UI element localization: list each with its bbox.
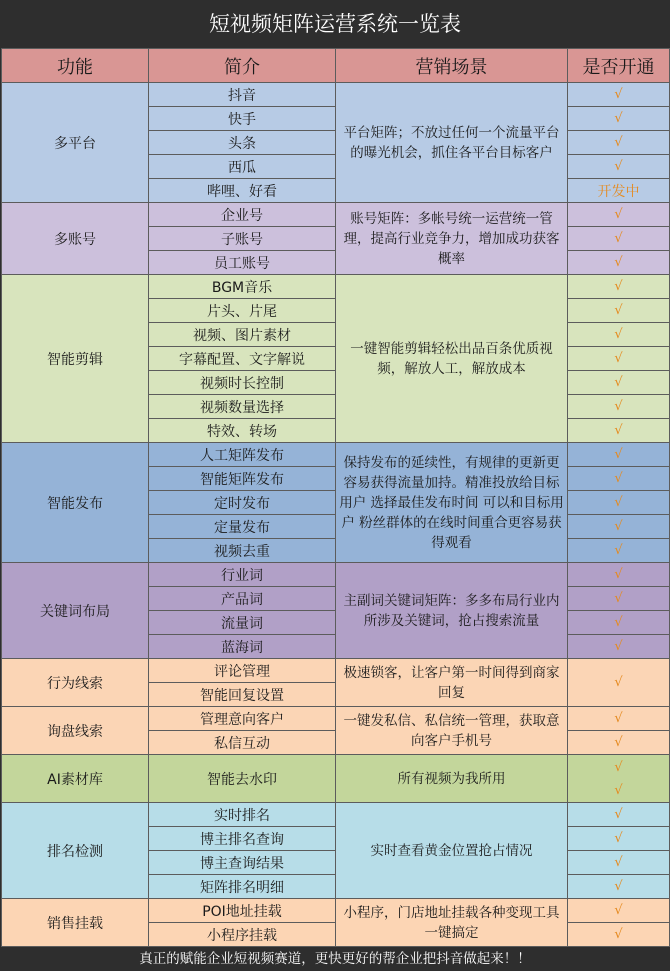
table-row [2,803,670,827]
scenario-cell: 小程序，门店地址挂载各种变现工具一键搞定 [336,899,568,947]
intro-cell: 定量发布 [149,515,336,539]
scenario-cell: 主副词关键词矩阵：多多布局行业内所涉及关键词，抢占搜索流量 [336,563,568,659]
intro-cell: 蓝海词 [149,635,336,659]
function-cell: 关键词布局 [2,563,149,659]
check-mark: √ [568,203,670,227]
intro-cell: BGM音乐 [149,275,336,299]
intro-cell: 企业号 [149,203,336,227]
check-mark: √ [568,659,670,707]
intro-cell: 智能回复设置 [149,683,336,707]
intro-cell: 产品词 [149,587,336,611]
intro-cell: 行业词 [149,563,336,587]
status-badge: 开发中 [568,179,670,203]
header-scenario: 营销场景 [336,49,568,83]
check-mark: √ [568,803,670,827]
table-row [2,899,670,923]
check-mark: √ [568,707,670,731]
intro-cell: 员工账号 [149,251,336,275]
check-mark: √ [568,395,670,419]
header-function: 功能 [2,49,149,83]
intro-cell: 博主查询结果 [149,851,336,875]
intro-cell: 特效、转场 [149,419,336,443]
function-cell: 销售挂载 [2,899,149,947]
function-cell: 询盘线索 [2,707,149,755]
check-mark: √ [568,611,670,635]
scenario-cell: 极速锁客，让客户第一时间得到商家回复 [336,659,568,707]
table-row [2,707,670,731]
check-mark: √ [614,782,623,798]
intro-cell: 片头、片尾 [149,299,336,323]
check-mark: √ [568,443,670,467]
intro-cell: 私信互动 [149,731,336,755]
header-enabled: 是否开通 [568,49,670,83]
intro-cell: 头条 [149,131,336,155]
check-mark: √ [568,347,670,371]
intro-cell: 小程序挂载 [149,923,336,947]
intro-cell: POI地址挂载 [149,899,336,923]
check-mark: √ [568,419,670,443]
intro-cell: 管理意向客户 [149,707,336,731]
table-row [2,83,670,107]
scenario-cell: 平台矩阵；不放过任何一个流量平台的曝光机会，抓住各平台目标客户 [336,83,568,203]
check-mark: √ [568,251,670,275]
check-mark: √ [568,923,670,947]
intro-cell: 评论管理 [149,659,336,683]
intro-cell: 抖音 [149,83,336,107]
function-cell: 智能发布 [2,443,149,563]
table-row [2,275,670,299]
function-cell: 行为线索 [2,659,149,707]
check-mark: √ [568,899,670,923]
table-body [2,83,670,947]
scenario-cell: 一键发私信、私信统一管理，获取意向客户手机号 [336,707,568,755]
check-mark: √ [568,563,670,587]
check-mark: √ [568,827,670,851]
function-cell: AI素材库 [2,755,149,803]
function-cell: 多账号 [2,203,149,275]
check-mark: √ [568,731,670,755]
check-mark: √ [568,875,670,899]
scenario-cell: 实时查看黄金位置抢占情况 [336,803,568,899]
intro-cell: 哔哩、好看 [149,179,336,203]
intro-cell: 智能矩阵发布 [149,467,336,491]
check-mark: √ [568,299,670,323]
check-mark: √ [614,759,623,775]
table-header-row [2,49,670,83]
check-mark: √ [568,635,670,659]
intro-cell: 快手 [149,107,336,131]
check-mark: √ [568,323,670,347]
check-mark: √ [568,227,670,251]
table-row [2,755,670,803]
check-mark: √ [568,467,670,491]
function-cell: 智能剪辑 [2,275,149,443]
check-mark: √ [568,83,670,107]
intro-cell: 定时发布 [149,491,336,515]
scenario-cell: 保持发布的延续性，有规律的更新更容易获得流量加持。精准投放给目标用户 选择最佳发布时间 可以和目标用户 粉丝群体的在线时间重合更容易获得观看 [336,443,568,563]
intro-cell: 视频数量选择 [149,395,336,419]
intro-cell: 博主排名查询 [149,827,336,851]
check-mark: √ [568,155,670,179]
intro-cell: 视频、图片素材 [149,323,336,347]
check-mark: √ [568,131,670,155]
table-row [2,563,670,587]
intro-cell: 视频去重 [149,539,336,563]
header-intro: 简介 [149,49,336,83]
check-mark: √ [568,107,670,131]
intro-cell: 字幕配置、文字解说 [149,347,336,371]
scenario-cell: 一键智能剪辑轻松出品百条优质视频，解放人工，解放成本 [336,275,568,443]
check-mark: √ [568,371,670,395]
table-row [2,659,670,683]
intro-cell: 智能去水印 [149,755,336,803]
check-mark: √ [568,851,670,875]
function-cell: 排名检测 [2,803,149,899]
check-mark: √ [568,587,670,611]
intro-cell: 西瓜 [149,155,336,179]
function-cell: 多平台 [2,83,149,203]
intro-cell: 视频时长控制 [149,371,336,395]
table-row [2,443,670,467]
scenario-cell: 账号矩阵：多帐号统一运营统一管理，提高行业竞争力，增加成功获客概率 [336,203,568,275]
intro-cell: 子账号 [149,227,336,251]
page-title: 短视频矩阵运营系统一览表 [0,0,670,48]
check-mark: √ [568,275,670,299]
check-mark: √ [568,515,670,539]
feature-table [1,48,670,947]
intro-cell: 矩阵排名明细 [149,875,336,899]
table-row [2,203,670,227]
footer-slogan: 真正的赋能企业短视频赛道，更快更好的帮企业把抖音做起来！！ [0,947,670,971]
intro-cell: 人工矩阵发布 [149,443,336,467]
intro-cell: 流量词 [149,611,336,635]
intro-cell: 实时排名 [149,803,336,827]
check-mark: √ [568,491,670,515]
check-mark: √ [568,539,670,563]
scenario-cell: 所有视频为我所用 [336,755,568,803]
status-cell [568,755,670,803]
